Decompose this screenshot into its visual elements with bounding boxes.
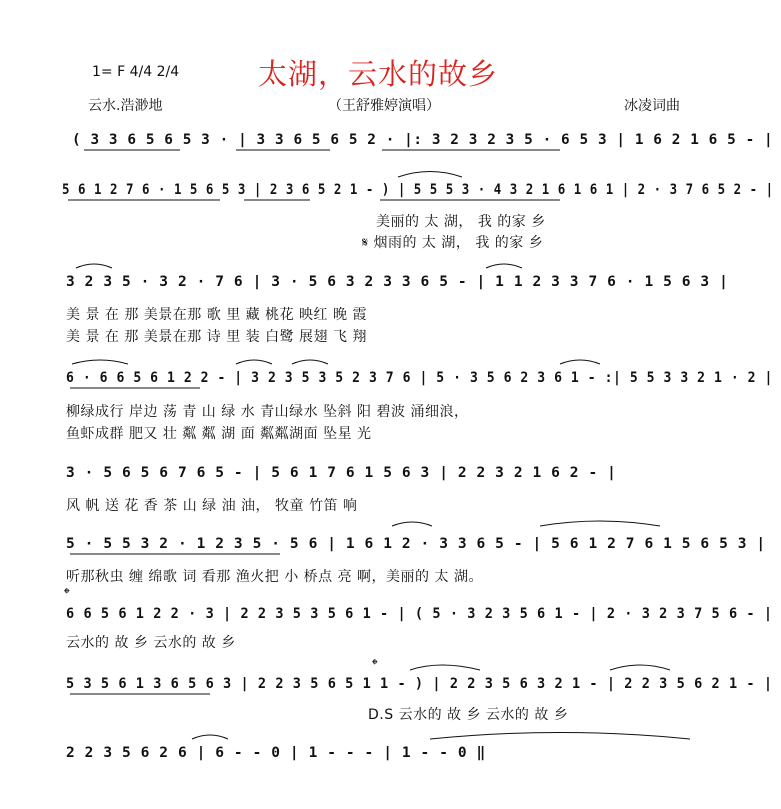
coda-symbol-1: 𝄌 — [64, 584, 70, 603]
lyric-row-3b: 美 景 在 那 美景在那 诗 里 装 白鹭 展翅 飞 翔 — [66, 329, 367, 345]
lyric-row-2b: 𝄋 烟雨的 太 湖， 我 的家 乡 — [362, 235, 544, 251]
key-signature: 1= F 4/4 2/4 — [92, 64, 180, 80]
score-row-5: 3 · 5 6 5 6 7 6 5 - | 5 6 1 7 6 1 5 6 3 | 2 2 3 2 1 6 2 - | — [66, 465, 617, 481]
lyricist-composer: 冰凌词曲 — [624, 98, 680, 114]
lyric-row-3a: 美 景 在 那 美景在那 歌 里 藏 桃花 映红 晚 霞 — [66, 307, 367, 323]
lyric-row-4b: 鱼虾成群 肥又 壮 粼 粼 湖 面 粼粼湖面 坠星 光 — [66, 426, 372, 442]
credit-left: 云水.浩渺地 — [88, 98, 163, 114]
score-row-1: ( 3 3 6 5 6 5 3 · | 3 3 6 5 6 5 2 · |: 3 2 3 2 3 5 · 6 5 3 | 1 6 2 1 6 5 - | — [72, 132, 774, 148]
lyric-row-5: 风 帆 送 花 香 茶 山 绿 油 油， 牧童 竹笛 响 — [66, 498, 358, 514]
coda-symbol-2: 𝄌 — [372, 655, 378, 674]
score-row-6: 5 · 5 5 3 2 · 1 2 3 5 · 5 6 | 1 6 1 2 · 3 3 6 5 - | 5 6 1 2 7 6 1 5 6 5 3 | — [66, 536, 766, 552]
score-row-3: 3 2 3 5 · 3 2 · 7 6 | 3 · 5 6 3 2 3 3 6 5 - | 1 1 2 3 3 7 6 · 1 5 6 3 | — [66, 274, 729, 290]
lyric-row-8: D.S 云水的 故 乡 云水的 故 乡 — [368, 707, 569, 723]
lyric-row-6: 听那秋虫 缠 绵歌 词 看那 渔火把 小 桥点 亮 啊，美丽的 太 湖。 — [66, 569, 483, 585]
score-row-2: 5 6 1 2 7 6 · 1 5 6 5 3 | 2 3 6 5 2 1 - ) | 5 5 5 3 · 4 3 2 1 6 1 6 1 | 2 · 3 7 6 5 2 - | — [62, 182, 774, 198]
song-title: 太湖，云水的故乡 — [258, 57, 499, 91]
score-row-8: 5 3 5 6 1 3 6 5 6 3 | 2 2 3 5 6 5 1 1 - ) | 2 2 3 5 6 3 2 1 - | 2 2 3 5 6 2 1 - | — [66, 676, 773, 692]
lyric-row-4a: 柳绿成行 岸边 荡 青 山 绿 水 青山绿水 坠斜 阳 碧波 涌细浪， — [66, 404, 469, 420]
performer: （王舒雅婷演唱） — [328, 98, 440, 114]
score-row-4: 6 · 6 6 5 6 1 2 2 - | 3 2 3 5 3 5 2 3 7 6 | 5 · 3 5 6 2 3 6 1 - :| 5 5 3 3 2 1 · 2 | — [66, 370, 773, 386]
lyric-row-2a: 美丽的 太 湖， 我 的家 乡 — [376, 214, 546, 230]
lyric-row-7: 云水的 故 乡 云水的 故 乡 — [66, 635, 236, 651]
score-row-7: 6 6 5 6 1 2 2 · 3 | 2 2 3 5 3 5 6 1 - | ( 5 · 3 2 3 5 6 1 - | 2 · 3 2 3 7 5 6 - | — [66, 606, 773, 622]
score-row-9: 2 2 3 5 6 2 6 | 6 - - 0 | 1 - - - | 1 - - 0 ‖ — [66, 745, 486, 761]
